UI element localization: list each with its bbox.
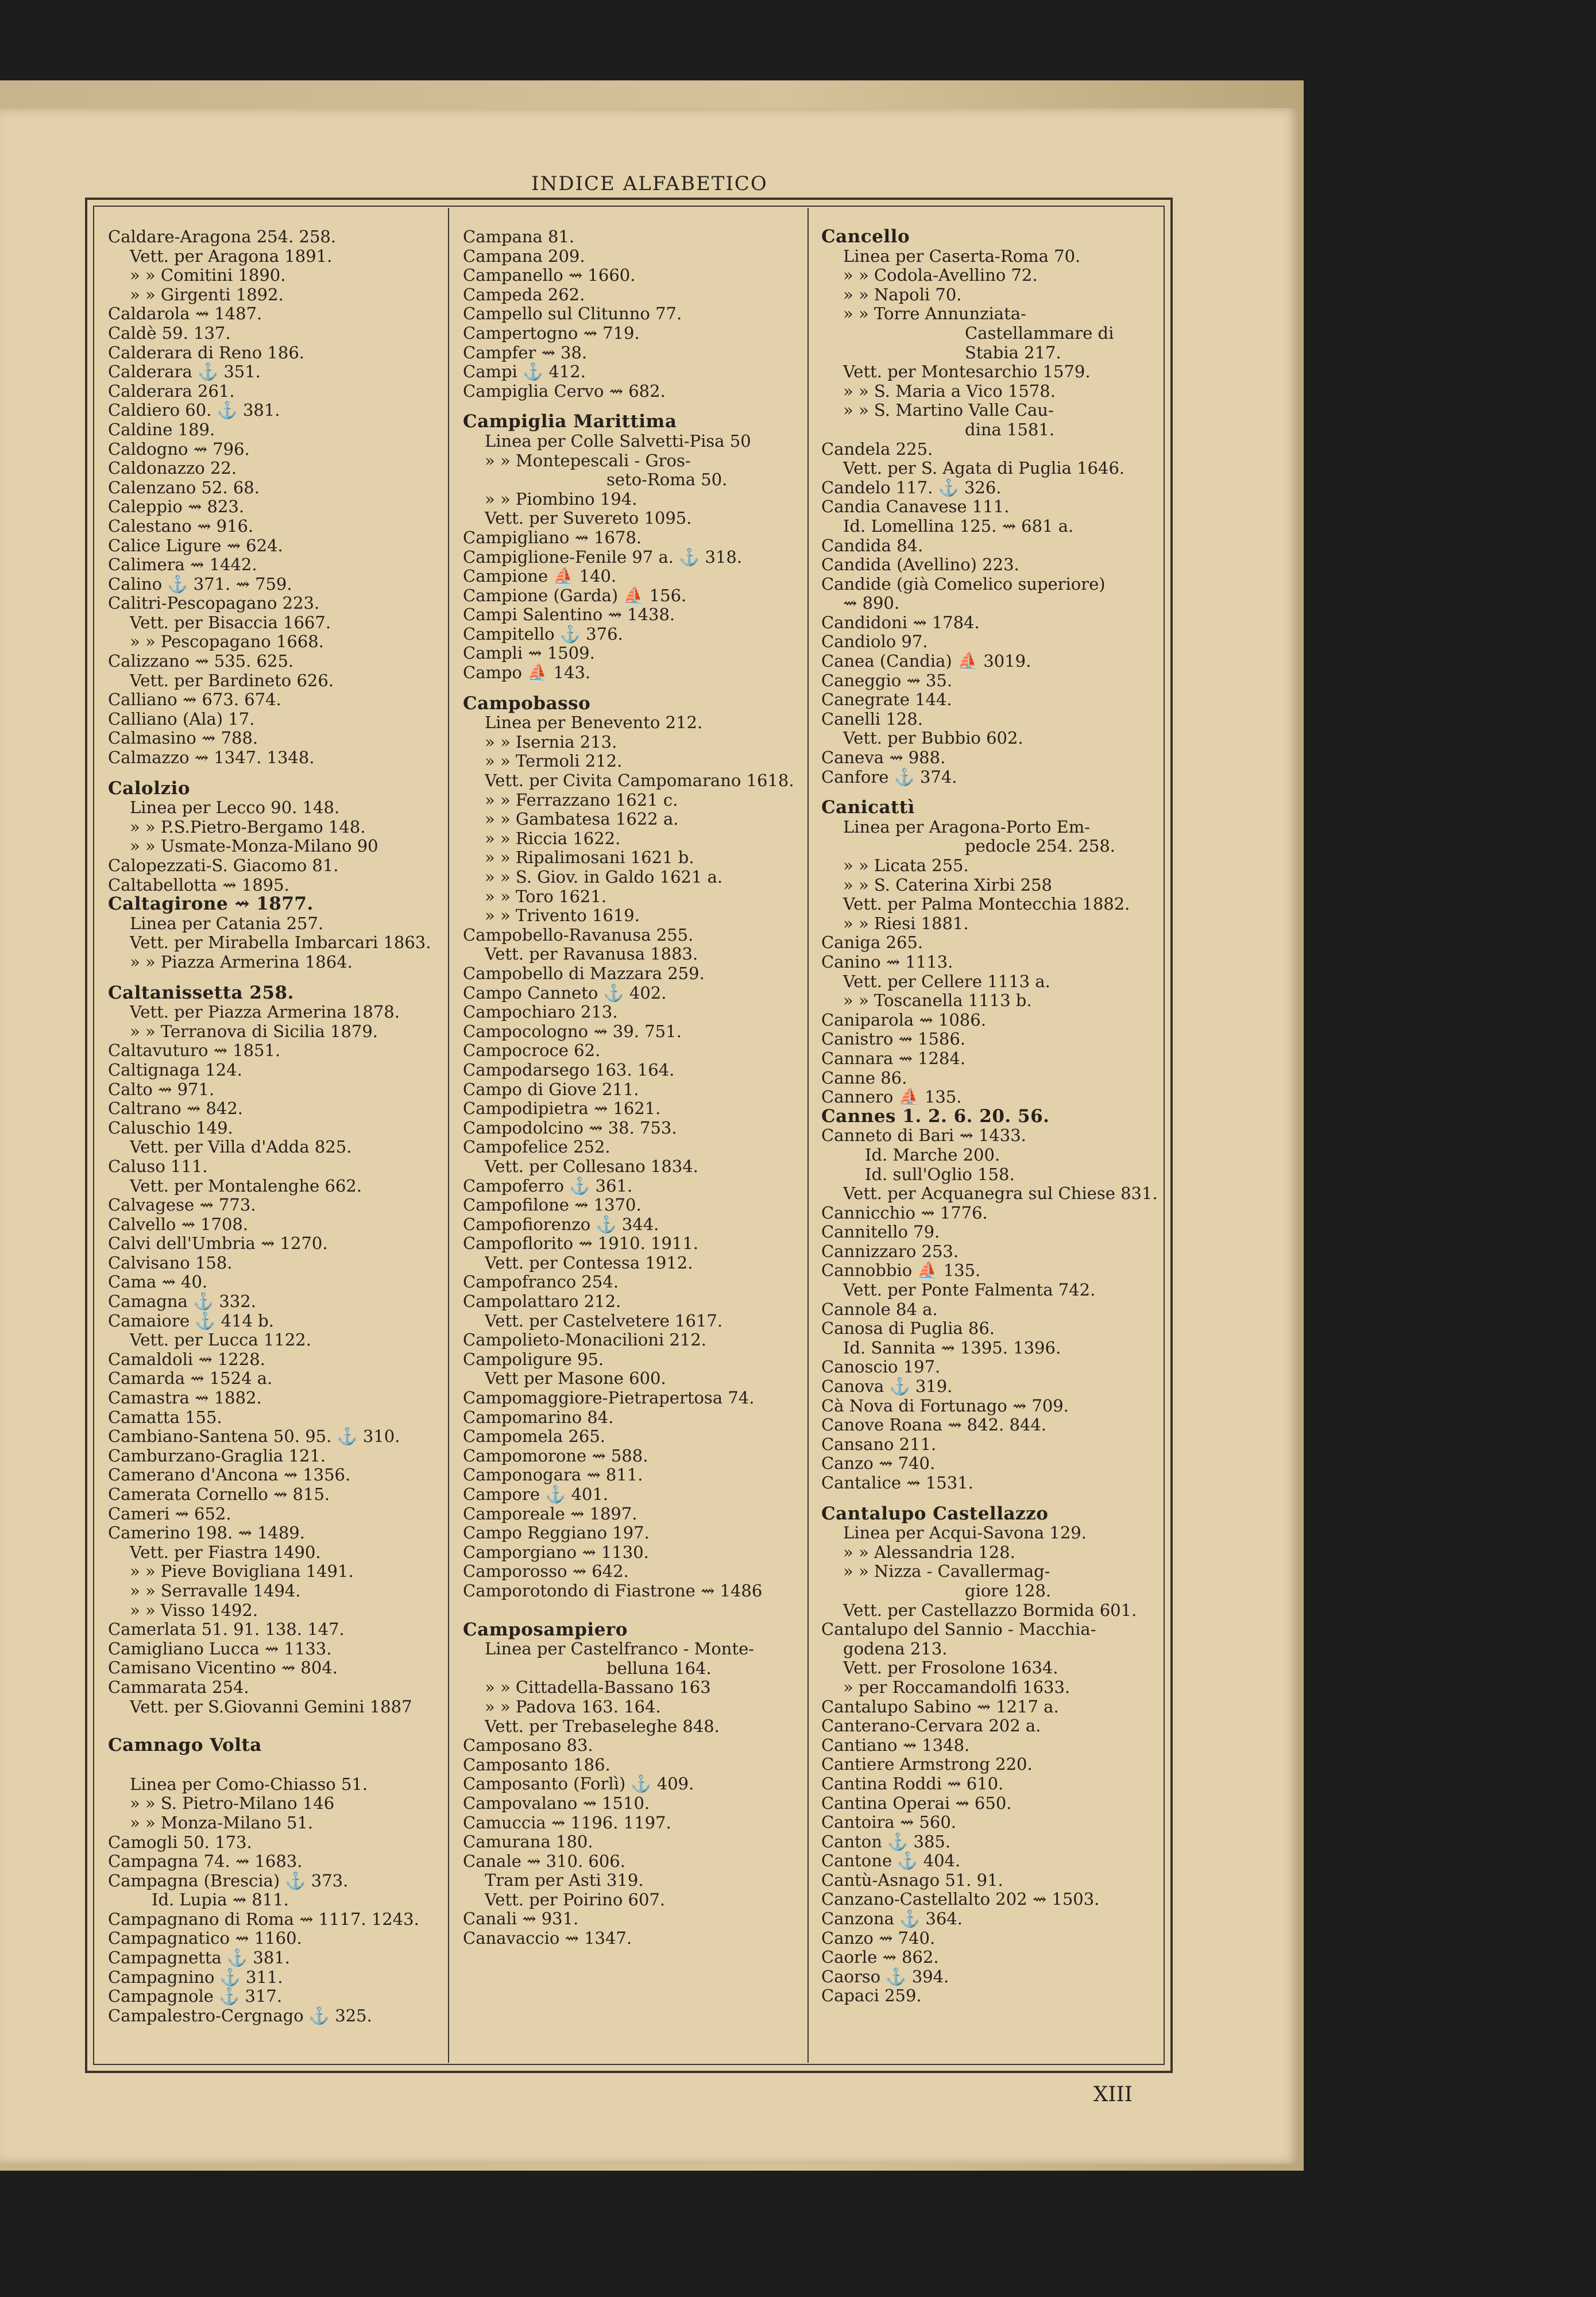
index-heading: Caltanissetta 258. [108, 982, 294, 1003]
entry-spacer [821, 1493, 1160, 1505]
index-entry: Camogli 50. 173. [108, 1832, 252, 1852]
index-entry: Campli ⇝ 1509. [463, 643, 595, 663]
index-entry: Candida 84. [821, 535, 923, 555]
index-entry: » » S. Giov. in Galdo 1621 a. [485, 867, 723, 887]
index-entry: Caleppio ⇝ 823. [108, 497, 245, 517]
index-entry: » » Pieve Bovigliana 1491. [130, 1561, 354, 1581]
index-entry: Id. Lupia ⇝ 811. [152, 1890, 289, 1910]
index-entry: » » S. Caterina Xirbi 258 [843, 875, 1053, 895]
index-entry: Campione ⛵ 140. [463, 566, 617, 586]
index-entry: Linea per Aragona-Porto Em- [843, 817, 1091, 837]
index-entry: Camatta 155. [108, 1407, 222, 1427]
index-entry: Camaldoli ⇝ 1228. [108, 1349, 265, 1369]
index-entry: Vett. per Bardineto 626. [130, 670, 334, 690]
index-entry: Linea per Catania 257. [130, 913, 324, 933]
index-entry: Campofiorenzo ⚓ 344. [463, 1214, 659, 1234]
index-entry: Cantiere Armstrong 220. [821, 1754, 1033, 1774]
index-entry: Camporeale ⇝ 1897. [463, 1503, 637, 1523]
index-entry: Campovalano ⇝ 1510. [463, 1793, 650, 1813]
index-entry: » » S. Martino Valle Cau- [843, 400, 1054, 420]
index-entry: Campigliano ⇝ 1678. [463, 527, 642, 547]
index-entry: » » Codola-Avellino 72. [843, 265, 1038, 285]
index-entry: Cama ⇝ 40. [108, 1272, 208, 1292]
index-entry: Canino ⇝ 1113. [821, 952, 953, 972]
index-entry: Campagnatico ⇝ 1160. [108, 1928, 302, 1948]
index-entry: ⇝ 890. [843, 593, 900, 613]
index-entry: Campolieto-Monacilioni 212. [463, 1330, 707, 1350]
index-entry: » » Girgenti 1892. [130, 284, 284, 304]
index-entry: godena 213. [843, 1638, 948, 1658]
index-entry: Caltignaga 124. [108, 1059, 242, 1080]
index-entry: Canova ⚓ 319. [821, 1376, 953, 1397]
index-entry: Campitello ⚓ 376. [463, 624, 623, 644]
index-entry: Cantalice ⇝ 1531. [821, 1473, 973, 1492]
index-entry: Campoferro ⚓ 361. [463, 1175, 633, 1196]
index-entry: Caldogno ⇝ 796. [108, 439, 250, 459]
index-entry: Candiolo 97. [821, 632, 928, 652]
index-entry: Candidoni ⇝ 1784. [821, 612, 980, 632]
index-entry: Campocologno ⇝ 39. 751. [463, 1021, 682, 1041]
index-entry: » » Padova 163. 164. [485, 1696, 661, 1716]
index-entry: Caldine 189. [108, 419, 215, 439]
index-entry: Vett. per Bubbio 602. [843, 728, 1023, 748]
index-entry: Cantù-Asnago 51. 91. [821, 1870, 1003, 1890]
entry-spacer [108, 1716, 447, 1736]
index-entry: Canne 86. [821, 1068, 907, 1088]
index-entry: Camposanto 186. [463, 1754, 610, 1774]
index-entry: » » Isernia 213. [485, 732, 617, 752]
index-entry: Camponogara ⇝ 811. [463, 1465, 643, 1485]
index-entry: Canzano-Castellalto 202 ⇝ 1503. [821, 1889, 1100, 1909]
index-frame [85, 198, 1173, 2073]
index-entry: Vett. per Aragona 1891. [130, 246, 333, 266]
index-entry: » » Cittadella-Bassano 163 [485, 1677, 711, 1697]
entry-spacer [463, 683, 802, 694]
index-entry: Campello sul Clitunno 77. [463, 304, 682, 324]
index-entry: » » Montepescali - Gros- [485, 450, 691, 470]
index-entry: Canterano-Cervara 202 a. [821, 1716, 1041, 1736]
index-entry: » » Toscanella 1113 b. [843, 991, 1032, 1011]
index-entry: » » Alessandria 128. [843, 1542, 1015, 1562]
index-entry: Calmasino ⇝ 788. [108, 728, 258, 748]
index-entry: Campione (Garda) ⛵ 156. [463, 585, 687, 605]
index-entry: Cannole 84 a. [821, 1299, 938, 1319]
index-entry: Campofranco 254. [463, 1272, 619, 1292]
index-entry: Campomaggiore-Pietrapertosa 74. [463, 1388, 755, 1408]
index-entry: Cantoira ⇝ 560. [821, 1812, 957, 1832]
index-heading: Camnago Volta [108, 1735, 262, 1756]
index-entry: Cameri ⇝ 652. [108, 1503, 231, 1523]
index-entry: Caldarola ⇝ 1487. [108, 304, 262, 324]
index-entry: Linea per Caserta-Roma 70. [843, 246, 1081, 266]
index-entry: Camurana 180. [463, 1832, 593, 1852]
index-entry: Campiglione-Fenile 97 a. ⚓ 318. [463, 547, 743, 567]
entry-spacer [108, 1755, 447, 1775]
index-entry: Camporgiano ⇝ 1130. [463, 1542, 649, 1562]
index-entry: Campore ⚓ 401. [463, 1484, 609, 1504]
index-entry: Camerata Cornello ⇝ 815. [108, 1484, 330, 1504]
index-entry: » » Piazza Armerina 1864. [130, 952, 353, 972]
index-entry: » » Pescopagano 1668. [130, 632, 324, 652]
index-entry: Canosa di Puglia 86. [821, 1318, 995, 1339]
index-entry: Id. Lomellina 125. ⇝ 681 a. [843, 516, 1074, 536]
index-entry: Campfer ⇝ 38. [463, 342, 588, 362]
index-entry: Linea per Colle Salvetti-Pisa 50 [485, 431, 751, 451]
index-entry: » » Licata 255. [843, 856, 969, 875]
index-entry: Camporosso ⇝ 642. [463, 1561, 629, 1581]
index-entry: Campertogno ⇝ 719. [463, 323, 640, 343]
index-entry: Campodipietra ⇝ 1621. [463, 1099, 661, 1119]
index-entry: dina 1581. [965, 419, 1055, 439]
index-entry: Camposano 83. [463, 1735, 593, 1755]
index-entry: » » Visso 1492. [130, 1600, 258, 1620]
index-entry: Canton ⚓ 385. [821, 1831, 951, 1851]
index-entry: » » P.S.Pietro-Bergamo 148. [130, 817, 366, 837]
index-entry: Caldè 59. 137. [108, 323, 231, 343]
index-entry: » » Riccia 1622. [485, 828, 621, 848]
index-entry: » » S. Maria a Vico 1578. [843, 381, 1056, 401]
index-entry: Caluso 111. [108, 1156, 208, 1176]
index-entry: Canale ⇝ 310. 606. [463, 1851, 625, 1871]
index-entry: Calderara di Reno 186. [108, 342, 304, 362]
index-entry: Cantalupo Sabino ⇝ 1217 a. [821, 1696, 1059, 1716]
entry-spacer [108, 768, 447, 779]
index-entry: Canfore ⚓ 374. [821, 767, 957, 787]
page-header: INDICE ALFABETICO [531, 172, 768, 195]
index-entry: Cammarata 254. [108, 1677, 249, 1697]
index-entry: Vett. per S. Agata di Puglia 1646. [843, 458, 1125, 478]
index-entry: » » Serravalle 1494. [130, 1580, 301, 1600]
index-entry: » » Monza-Milano 51. [130, 1812, 314, 1832]
index-entry: Canove Roana ⇝ 842. 844. [821, 1415, 1047, 1435]
index-entry: Calliano (Ala) 17. [108, 709, 255, 729]
column-divider [448, 208, 449, 2063]
index-heading: Campiglia Marittima [463, 411, 677, 432]
index-heading: Caltagirone ⇝ 1877. [108, 894, 314, 915]
index-entry: pedocle 254. 258. [965, 836, 1116, 856]
index-entry: Campodarsego 163. 164. [463, 1059, 675, 1080]
index-entry: Linea per Acqui-Savona 129. [843, 1523, 1087, 1543]
index-entry: Camerino 198. ⇝ 1489. [108, 1523, 305, 1543]
index-entry: Campoflorito ⇝ 1910. 1911. [463, 1233, 699, 1254]
index-entry: Linea per Castelfranco - Monte- [485, 1639, 755, 1659]
index-entry: Camarda ⇝ 1524 a. [108, 1368, 273, 1389]
index-entry: Castellammare di [965, 323, 1114, 343]
index-entry: Calestano ⇝ 916. [108, 516, 254, 536]
index-heading: Cantalupo Castellazzo [821, 1503, 1049, 1524]
index-entry: Campomorone ⇝ 588. [463, 1445, 648, 1465]
index-entry: Cannicchio ⇝ 1776. [821, 1202, 988, 1223]
index-entry: Campagnino ⚓ 311. [108, 1967, 283, 1987]
index-entry: Canavaccio ⇝ 1347. [463, 1928, 632, 1948]
index-entry: Vett. per Bisaccia 1667. [130, 612, 331, 632]
index-entry: Calto ⇝ 971. [108, 1079, 215, 1099]
index-entry: » » Napoli 70. [843, 284, 962, 304]
index-entry: Campanello ⇝ 1660. [463, 265, 636, 285]
index-entry: Calliano ⇝ 673. 674. [108, 690, 281, 710]
index-entry: Cannara ⇝ 1284. [821, 1048, 966, 1068]
index-entry: belluna 164. [606, 1658, 712, 1678]
index-entry: » » Ferrazzano 1621 c. [485, 790, 678, 810]
index-entry: Campoligure 95. [463, 1349, 604, 1369]
index-entry: Calino ⚓ 371. ⇝ 759. [108, 574, 292, 594]
index-entry: Campana 209. [463, 246, 585, 266]
index-entry: Calitri-Pescopagano 223. [108, 593, 320, 613]
index-entry: giore 128. [965, 1580, 1052, 1600]
index-entry: Caldonazzo 22. [108, 458, 237, 478]
index-heading: Canicattì [821, 797, 915, 818]
index-entry: Canzo ⇝ 740. [821, 1928, 936, 1948]
index-entry: » » Terranova di Sicilia 1879. [130, 1021, 378, 1041]
entry-spacer [463, 1601, 802, 1621]
index-entry: Cannobbio ⛵ 135. [821, 1260, 981, 1281]
index-entry: Candela 225. [821, 439, 933, 459]
index-entry: Cansano 211. [821, 1434, 937, 1454]
index-entry: Cantalupo del Sannio - Macchia- [821, 1619, 1096, 1639]
index-entry: Caneggio ⇝ 35. [821, 670, 953, 690]
index-entry: Vett. per Trebaseleghe 848. [485, 1716, 720, 1736]
index-entry: Campodolcino ⇝ 38. 753. [463, 1117, 677, 1138]
index-entry: Camaiore ⚓ 414 b. [108, 1310, 274, 1331]
index-entry: Campalestro-Cergnago ⚓ 325. [108, 2005, 372, 2025]
index-entry: » per Roccamandolfi 1633. [843, 1677, 1071, 1697]
index-entry: Vett. per Lucca 1122. [130, 1330, 311, 1350]
index-entry: Campobello di Mazzara 259. [463, 963, 705, 983]
index-entry: Camerlata 51. 91. 138. 147. [108, 1619, 345, 1639]
index-entry: Campofilone ⇝ 1370. [463, 1195, 642, 1215]
index-entry: Candia Canavese 111. [821, 497, 1010, 517]
entry-spacer [108, 972, 447, 984]
index-entry: » » Termoli 212. [485, 751, 623, 771]
index-entry: Calvagese ⇝ 773. [108, 1195, 256, 1215]
index-entry: Cantiano ⇝ 1348. [821, 1735, 970, 1755]
index-entry: Campocroce 62. [463, 1041, 601, 1061]
index-entry: Campi ⚓ 412. [463, 362, 586, 382]
index-entry: Vett. per Palma Montecchia 1882. [843, 894, 1130, 914]
index-entry: Campi Salentino ⇝ 1438. [463, 605, 675, 625]
index-entry: Calvisano 158. [108, 1252, 233, 1273]
index-entry: Vett per Masone 600. [485, 1368, 666, 1389]
book-page [0, 108, 1299, 2164]
index-entry: Linea per Benevento 212. [485, 713, 703, 733]
index-entry: Calderara ⚓ 351. [108, 362, 261, 382]
index-heading: Calolzio [108, 778, 191, 799]
index-entry: Calmazzo ⇝ 1347. 1348. [108, 748, 315, 768]
index-entry: Calizzano ⇝ 535. 625. [108, 651, 294, 671]
index-column-3 [821, 227, 1160, 2006]
index-entry: Vett. per Montesarchio 1579. [843, 362, 1091, 382]
index-entry: Vett. per Castellazzo Bormida 601. [843, 1600, 1137, 1620]
index-entry: Vett. per Poirino 607. [485, 1889, 666, 1909]
index-entry: Cambiano-Santena 50. 95. ⚓ 310. [108, 1426, 400, 1447]
index-entry: Id. sull'Oglio 158. [865, 1164, 1015, 1184]
index-entry: Id. Sannita ⇝ 1395. 1396. [843, 1337, 1061, 1358]
entry-spacer [821, 787, 1160, 798]
index-entry: Calimera ⇝ 1442. [108, 555, 257, 575]
index-entry: Canzona ⚓ 364. [821, 1909, 963, 1929]
index-entry: Caluschio 149. [108, 1117, 233, 1138]
index-entry: Camporotondo di Fiastrone ⇝ 1486 [463, 1580, 763, 1600]
index-entry: Cannero ⛵ 135. [821, 1087, 962, 1107]
index-entry: Linea per Lecco 90. 148. [130, 798, 340, 818]
index-entry: Canoscio 197. [821, 1357, 941, 1377]
index-entry: Campo Canneto ⚓ 402. [463, 983, 667, 1003]
index-entry: Campagna 74. ⇝ 1683. [108, 1851, 303, 1871]
index-entry: Vett. per Contessa 1912. [485, 1252, 693, 1273]
index-entry: Canzo ⇝ 740. [821, 1453, 936, 1474]
index-entry: Vett. per Collesano 1834. [485, 1156, 698, 1176]
index-entry: Vett. per Villa d'Adda 825. [130, 1137, 352, 1157]
index-entry: Calvello ⇝ 1708. [108, 1214, 249, 1234]
index-entry: Camuccia ⇝ 1196. 1197. [463, 1812, 671, 1832]
index-entry: Camigliano Lucca ⇝ 1133. [108, 1638, 332, 1658]
index-entry: Caltabellotta ⇝ 1895. [108, 875, 289, 895]
index-entry: Calopezzati-S. Giacomo 81. [108, 856, 339, 875]
index-entry: Campagna (Brescia) ⚓ 373. [108, 1870, 349, 1890]
index-entry: Calice Ligure ⇝ 624. [108, 535, 283, 555]
index-entry: Campeda 262. [463, 284, 585, 304]
index-entry: Canelli 128. [821, 709, 923, 729]
index-entry: Vett. per Civita Campomarano 1618. [485, 771, 794, 791]
index-entry: Linea per Como-Chiasso 51. [130, 1774, 368, 1794]
index-entry: Capaci 259. [821, 1986, 922, 2006]
index-entry: Calderara 261. [108, 381, 235, 401]
index-entry: Campobello-Ravanusa 255. [463, 925, 694, 945]
index-entry: Camerano d'Ancona ⇝ 1356. [108, 1465, 351, 1485]
index-entry: Cantina Operai ⇝ 650. [821, 1793, 1012, 1813]
index-entry: Vett. per Suvereto 1095. [485, 508, 692, 528]
index-entry: Vett. per Ravanusa 1883. [485, 944, 698, 964]
index-entry: » » Ripalimosani 1621 b. [485, 848, 694, 868]
index-entry: Cannitello 79. [821, 1222, 940, 1242]
index-entry: Camisano Vicentino ⇝ 804. [108, 1658, 338, 1678]
index-entry: Campo Reggiano 197. [463, 1523, 650, 1543]
index-entry: Campochiaro 213. [463, 1002, 618, 1022]
index-entry: » » S. Pietro-Milano 146 [130, 1793, 335, 1813]
index-entry: Canegrate 144. [821, 690, 952, 710]
index-entry: Vett. per Frosolone 1634. [843, 1658, 1058, 1678]
index-entry: Camburzano-Graglia 121. [108, 1445, 326, 1465]
index-entry: Vett. per Ponte Falmenta 742. [843, 1280, 1096, 1300]
index-entry: Vett. per S.Giovanni Gemini 1887 [130, 1696, 412, 1716]
index-entry: Cà Nova di Fortunago ⇝ 709. [821, 1395, 1069, 1416]
page-number: XIII [1093, 2083, 1133, 2106]
index-entry: Camastra ⇝ 1882. [108, 1388, 262, 1408]
index-entry: Caorso ⚓ 394. [821, 1966, 949, 1986]
index-entry: Calvi dell'Umbria ⇝ 1270. [108, 1233, 328, 1254]
index-entry: » » Usmate-Monza-Milano 90 [130, 836, 378, 856]
index-entry: Campomarino 84. [463, 1407, 614, 1427]
index-entry: » » Trivento 1619. [485, 906, 640, 926]
index-entry: Vett. per Fiastra 1490. [130, 1542, 321, 1562]
index-entry: » » Comitini 1890. [130, 265, 286, 285]
index-entry: Tram per Asti 319. [485, 1870, 644, 1890]
index-entry: Campagnano di Roma ⇝ 1117. 1243. [108, 1909, 419, 1929]
index-entry: Vett. per Mirabella Imbarcari 1863. [130, 933, 431, 953]
index-entry: Campiglia Cervo ⇝ 682. [463, 381, 666, 401]
index-entry: Campo ⛵ 143. [463, 663, 591, 683]
index-entry: Campagnetta ⚓ 381. [108, 1948, 290, 1968]
index-entry: Caltrano ⇝ 842. [108, 1099, 244, 1119]
index-entry: » » Toro 1621. [485, 886, 607, 906]
index-entry: Calenzano 52. 68. [108, 477, 260, 497]
index-entry: Candelo 117. ⚓ 326. [821, 477, 1002, 497]
index-entry: Id. Marche 200. [865, 1144, 1000, 1165]
index-entry: Caneva ⇝ 988. [821, 748, 946, 768]
index-column-1 [108, 227, 447, 2025]
index-entry: Caldiero 60. ⚓ 381. [108, 400, 280, 420]
index-entry: » » Riesi 1881. [843, 913, 969, 933]
index-entry: Stabia 217. [965, 342, 1061, 362]
index-entry: Canea (Candia) ⛵ 3019. [821, 651, 1031, 671]
index-entry: Campofelice 252. [463, 1137, 610, 1157]
index-entry: Cannizzaro 253. [821, 1241, 959, 1261]
index-entry: Caniparola ⇝ 1086. [821, 1010, 986, 1030]
index-entry: seto-Roma 50. [606, 470, 728, 490]
index-entry: Caorle ⇝ 862. [821, 1947, 939, 1967]
index-entry: Vett. per Acquanegra sul Chiese 831. [843, 1184, 1158, 1204]
index-heading: Cannes 1. 2. 6. 20. 56. [821, 1105, 1050, 1127]
index-column-2 [463, 227, 802, 1948]
index-entry: Canistro ⇝ 1586. [821, 1029, 966, 1049]
index-entry: Caniga 265. [821, 933, 923, 953]
index-entry: Vett. per Castelvetere 1617. [485, 1310, 723, 1331]
index-entry: Caltavuturo ⇝ 1851. [108, 1041, 281, 1061]
index-entry: Camposanto (Forlì) ⚓ 409. [463, 1774, 694, 1794]
index-entry: Vett. per Cellere 1113 a. [843, 971, 1050, 991]
index-entry: Caldare-Aragona 254. 258. [108, 227, 337, 246]
index-entry: » » Piombino 194. [485, 489, 637, 509]
index-heading: Cancello [821, 226, 910, 247]
index-entry: Candida (Avellino) 223. [821, 555, 1019, 575]
index-entry: Campo di Giove 211. [463, 1079, 639, 1099]
index-entry: Vett. per Piazza Armerina 1878. [130, 1002, 400, 1022]
index-entry: Canali ⇝ 931. [463, 1909, 579, 1929]
index-entry: Candide (già Comelico superiore) [821, 574, 1106, 594]
column-divider [807, 208, 809, 2063]
index-entry: Campolattaro 212. [463, 1291, 621, 1312]
index-entry: Campomela 265. [463, 1426, 606, 1447]
index-entry: Cantone ⚓ 404. [821, 1851, 961, 1871]
index-entry: » » Torre Annunziata- [843, 304, 1026, 324]
index-entry: Campagnole ⚓ 317. [108, 1986, 283, 2006]
index-entry: Campana 81. [463, 227, 575, 246]
index-heading: Campobasso [463, 693, 591, 714]
index-entry: Cantina Roddi ⇝ 610. [821, 1773, 1004, 1793]
index-entry: » » Gambatesa 1622 a. [485, 809, 679, 829]
index-entry: » » Nizza - Cavallermag- [843, 1561, 1050, 1581]
index-heading: Camposampiero [463, 1619, 628, 1640]
index-entry: Vett. per Montalenghe 662. [130, 1175, 362, 1196]
entry-spacer [463, 401, 802, 412]
index-entry: Canneto di Bari ⇝ 1433. [821, 1126, 1026, 1146]
index-entry: Camagna ⚓ 332. [108, 1291, 256, 1312]
